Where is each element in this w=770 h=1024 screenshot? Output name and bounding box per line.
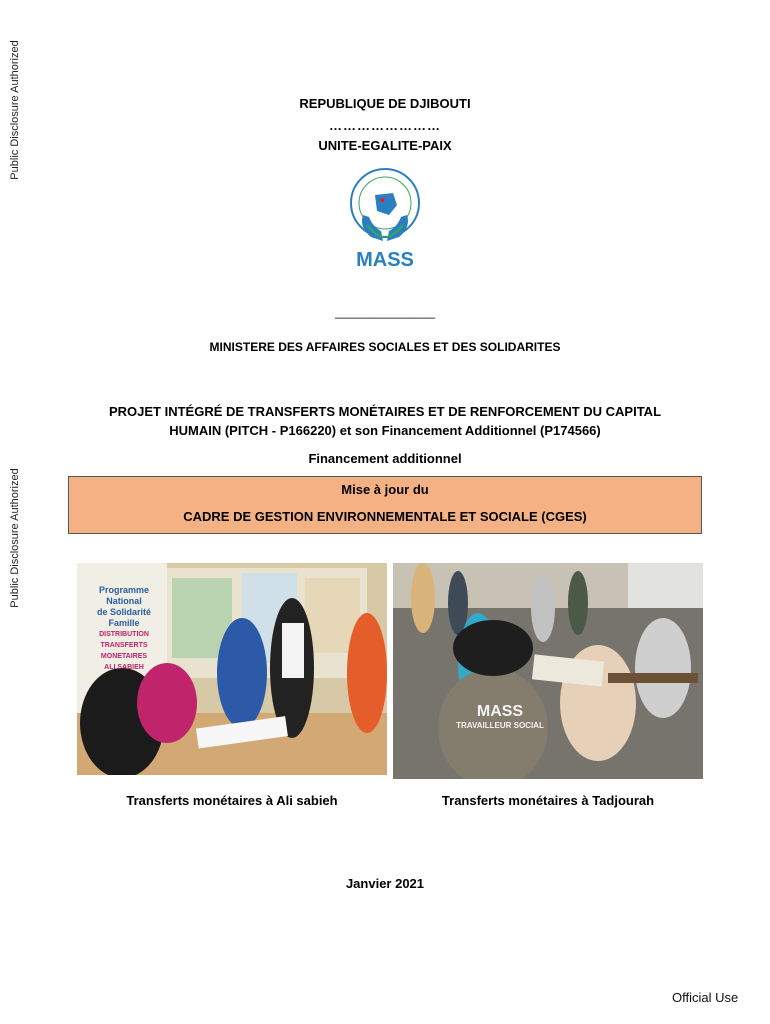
vest-text [455,703,545,730]
country-name: REPUBLIQUE DE DJIBOUTI [299,96,471,111]
cges-title-box [68,476,702,534]
poster-line1: Programme National [98,585,150,606]
photo-tadjourah [393,563,703,779]
poster-line5: ALI SABIEH [104,664,144,671]
dots-separator: …………………… [329,118,441,133]
photo-ali-sabieh [77,563,387,775]
caption-tadjourah: Transferts monétaires à Tadjourah [441,793,655,808]
poster-line3: DISTRIBUTION [99,631,149,638]
mass-logo [345,165,425,275]
disclosure-stamp-middle: Public Disclosure Authorized [9,468,21,608]
project-title-line2: HUMAIN (PITCH - P166220) et son Financement Additionnel (P174566) [169,423,601,438]
ministry-name: MINISTERE DES AFFAIRES SOCIALES ET DES SOLIDARITES [209,340,561,354]
project-title-line1: PROJET INTÉGRÉ DE TRANSFERTS MONÉTAIRES ET DE RENFORCEMENT DU CAPITAL [108,404,662,419]
caption-ali-sabieh: Transferts monétaires à Ali sabieh [126,793,338,808]
logo-text: MASS [356,249,414,271]
disclosure-stamp-top: Public Disclosure Authorized [9,40,21,180]
document-date: Janvier 2021 [345,876,425,891]
vest-line1: MASS [476,703,524,720]
header-rule: _______________ [334,305,436,319]
photo-tadjourah-scene [393,563,703,779]
cges-line2: CADRE DE GESTION ENVIRONNEMENTALE ET SOCIALE (CGES) [183,509,587,524]
poster-text [89,585,159,673]
cges-line1: Mise à jour du [341,482,429,497]
financing-subtitle: Financement additionnel [308,451,462,466]
vest-line2: TRAVAILLEUR SOCIAL [456,721,544,730]
official-use-label: Official Use [672,990,739,1005]
poster-line2: de Solidarité Famille [96,607,151,628]
poster-line4: TRANSFERTS MONETAIRES [100,642,148,660]
national-motto: UNITE-EGALITE-PAIX [318,138,452,153]
